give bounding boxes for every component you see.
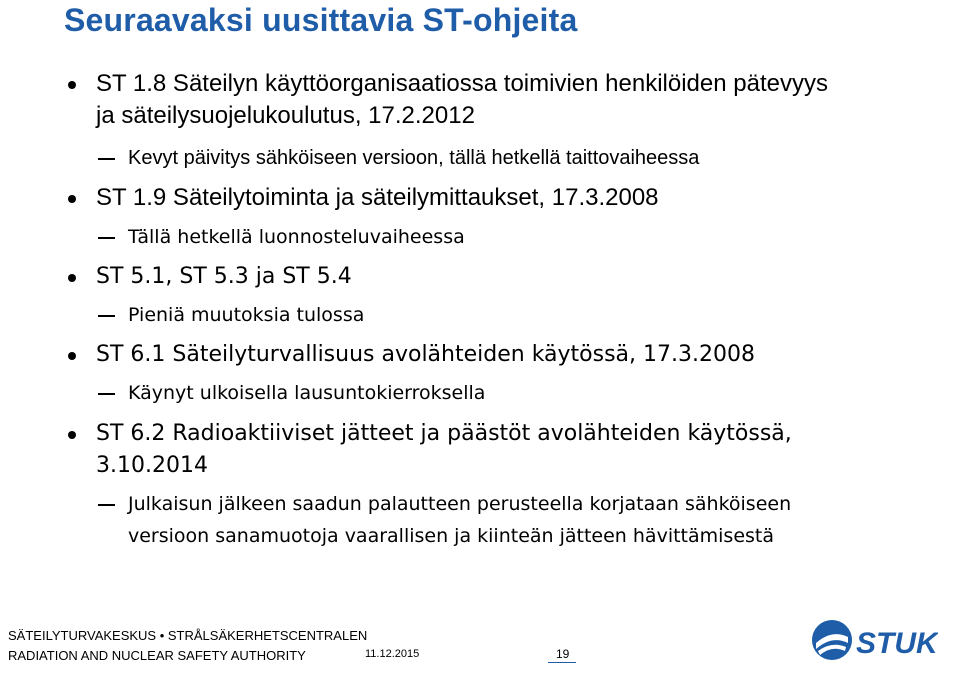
sub-bullet-st-6-1: Käynyt ulkoisella lausuntokierroksella (128, 378, 485, 408)
sub-bullet-st-1-9: Tällä hetkellä luonnosteluvaiheessa (128, 222, 465, 252)
sub-bullet-st-6-2-continuation: versioon sanamuotoja vaarallisen ja kiinteän jätteen hävittämisestä (128, 525, 775, 547)
sub-bullet-st-6-2: Julkaisun jälkeen saadun palautteen perusteella korjataan sähköiseen (128, 489, 791, 519)
slide-title: Seuraavaksi uusittavia ST-ohjeita (64, 2, 578, 38)
bullet-st-1-9: ST 1.9 Säteilytoiminta ja säteilymittaukset, 17.3.2008 (96, 182, 659, 214)
stuk-logo-text: STUK (856, 627, 938, 660)
sub-bullet-st-1-8: Kevyt päivitys sähköiseen versioon, tällä hetkellä taittovaiheessa (128, 143, 699, 173)
bullet-st-1-8-continuation: ja säteilysuojelukoulutus, 17.2.2012 (96, 102, 475, 129)
bullet-st-6-2: ST 6.2 Radioaktiiviset jätteet ja päästöt avolähteiden käytössä, (96, 418, 792, 450)
stuk-logo (810, 617, 938, 663)
footer-date: 11.12.2015 (365, 648, 420, 660)
page-number: 19 (556, 647, 570, 661)
bullet-st-6-1: ST 6.1 Säteilyturvallisuus avolähteiden käytössä, 17.3.2008 (96, 339, 755, 371)
page-number-underline (548, 662, 576, 663)
footer-organization-line2: RADIATION AND NUCLEAR SAFETY AUTHORITY (8, 648, 306, 663)
footer-organization-line1: SÄTEILYTURVAKESKUS • STRÅLSÄKERHETSCENTRALEN (8, 628, 368, 643)
stuk-emblem-icon (812, 620, 852, 660)
sub-bullet-st-5: Pieniä muutoksia tulossa (128, 300, 364, 330)
bullet-st-5: ST 5.1, ST 5.3 ja ST 5.4 (96, 261, 352, 293)
bullet-st-1-8: ST 1.8 Säteilyn käyttöorganisaatiossa toimivien henkilöiden pätevyys (96, 68, 828, 100)
bullet-st-6-2-continuation: 3.10.2014 (96, 453, 208, 478)
